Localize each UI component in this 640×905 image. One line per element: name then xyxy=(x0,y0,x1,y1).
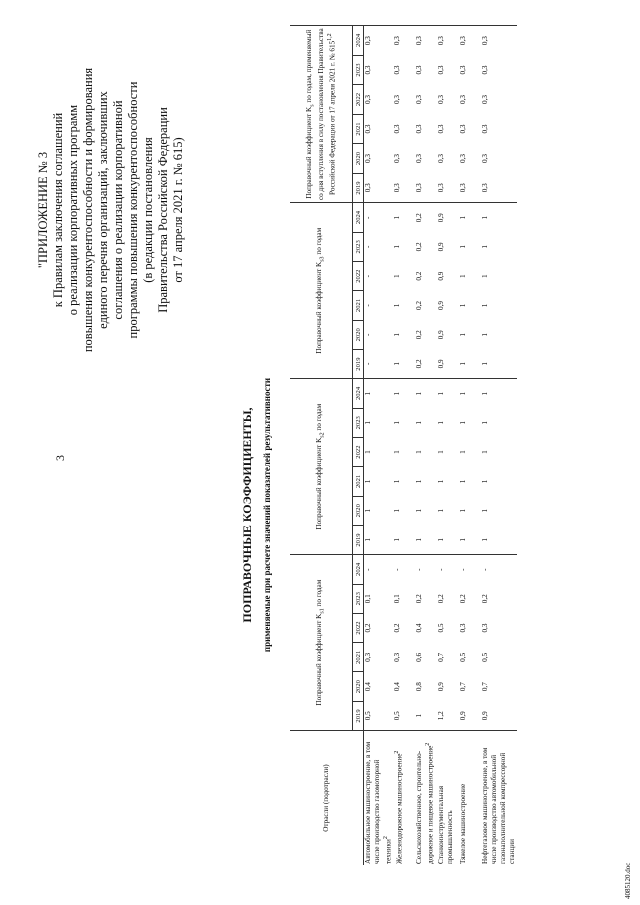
appendix-line: повышения конкурентоспособности и формирования xyxy=(81,67,95,353)
page-number: 3 xyxy=(53,455,67,461)
coefficient-cell: 0,6 xyxy=(415,652,424,662)
coefficient-cell: 1 xyxy=(364,508,372,513)
coefficient-cell: 0,3 xyxy=(364,65,372,75)
group-footnote-mark: 1,2 xyxy=(327,33,334,41)
appendix-line: от 17 апреля 2021 г. № 615) xyxy=(171,137,185,283)
coefficient-cell: 0,3 xyxy=(459,183,468,193)
coefficient-cell: 0,3 xyxy=(393,183,402,193)
coefficient-cell: 0,3 xyxy=(393,154,402,164)
coefficient-cell: 1 xyxy=(481,245,490,249)
appendix-header xyxy=(36,55,186,365)
coefficient-cell: 1 xyxy=(393,332,402,337)
coefficient-cell: 0,3 xyxy=(437,26,459,56)
coefficient-cell: 0,3 xyxy=(364,95,372,104)
appendix-line: Правительства Российской Федерации xyxy=(156,107,170,313)
coefficient-cell: 0,3 xyxy=(393,124,402,134)
document-id: 4085120.doc xyxy=(624,862,632,899)
coefficient-cell: 1 xyxy=(364,450,372,454)
coefficient-cell: 1 xyxy=(459,362,468,366)
coefficient-cell: 1 xyxy=(393,303,402,308)
year-header: 2024 xyxy=(353,379,364,408)
coefficient-cell: 0,5 xyxy=(393,711,402,721)
coefficient-cell: 0,3 xyxy=(393,95,402,104)
coefficient-cell: 0,3 xyxy=(437,65,446,75)
coefficient-cell: 0,9 xyxy=(437,271,446,281)
table-row xyxy=(415,26,437,866)
coefficient-cell: 0,2 xyxy=(415,203,437,232)
coefficient-cell: 0,8 xyxy=(415,682,424,692)
industry-name: Сельскохозяйственное, строительно-дорожное и пищевое машиностроение xyxy=(415,745,435,864)
coefficient-cell: 0,3 xyxy=(364,124,372,134)
appendix-line: к Правилам заключения соглашений xyxy=(51,112,65,308)
year-header: 2023 xyxy=(353,55,364,85)
coefficient-cell: 0,2 xyxy=(415,594,424,604)
coefficient-cell: 0,3 xyxy=(415,26,437,56)
coefficient-cell: - xyxy=(364,555,394,584)
coefficient-cell: 1 xyxy=(393,245,402,249)
coefficient-cell: - xyxy=(481,555,517,584)
group-label: Поправочный коэффициент K xyxy=(314,437,323,530)
coefficient-cell: 1 xyxy=(459,420,468,425)
coefficient-cell: 0,3 xyxy=(393,26,415,56)
coefficient-cell: 0,3 xyxy=(437,154,446,164)
coefficient-cell: - xyxy=(364,274,372,278)
year-header: 2021 xyxy=(353,467,364,496)
coefficient-cell: 0,3 xyxy=(415,183,424,193)
coefficient-cell: 1 xyxy=(459,450,468,454)
coefficient-cell: 0,5 xyxy=(481,652,490,662)
table-row xyxy=(364,26,394,866)
year-header: 2022 xyxy=(353,85,364,115)
coefficient-cell: 1 xyxy=(481,508,490,513)
coefficient-cell: 0,7 xyxy=(459,682,468,692)
table-row xyxy=(393,26,415,866)
coefficient-cell: 0,7 xyxy=(481,682,490,692)
coefficient-group-header xyxy=(290,203,353,379)
coefficient-cell: 0,2 xyxy=(415,271,424,281)
coefficient-cell: 0,3 xyxy=(393,65,402,75)
coefficient-cell: 1 xyxy=(437,479,446,484)
industry-footnote-mark: 2 xyxy=(394,750,401,754)
table-row xyxy=(437,26,459,866)
coefficient-cell: 1 xyxy=(393,537,402,542)
industry-name: Нефтегазовое машиностроение, в том числе производство автомобильной газонаполнительной компрессорной станции xyxy=(481,747,517,864)
coefficient-cell: 0,9 xyxy=(437,359,446,369)
coefficient-cell: 0,2 xyxy=(437,594,446,604)
coefficient-cell: 1 xyxy=(437,450,446,454)
coefficient-cell: 0,3 xyxy=(481,65,490,75)
coefficient-cell: 1 xyxy=(415,479,424,484)
industry-name-cell xyxy=(459,731,481,865)
coefficient-cell: 1 xyxy=(393,274,402,278)
industry-name-cell xyxy=(481,731,517,865)
table-header-row xyxy=(290,26,353,866)
coefficient-cell: 0,1 xyxy=(393,594,402,604)
appendix-line: единого перечня организаций, заключивших xyxy=(96,91,110,329)
coefficient-cell: 1 xyxy=(415,508,424,513)
industry-name: Станкоинструментальная промышленность xyxy=(437,785,455,864)
coefficient-cell: 1 xyxy=(415,379,437,408)
coefficients-table xyxy=(290,25,517,865)
coefficient-cell: 0,3 xyxy=(459,95,468,104)
year-header: 2020 xyxy=(353,496,364,525)
coefficient-cell: 0,4 xyxy=(364,682,372,692)
coefficient-cell: 0,3 xyxy=(437,95,446,104)
coefficient-cell: 0,9 xyxy=(437,300,446,310)
appendix-line: (в редакции постановления xyxy=(141,137,155,283)
coefficient-cell: 1 xyxy=(459,203,481,232)
industry-name-cell xyxy=(437,731,459,865)
appendix-line: программы повышения конкурентоспособности xyxy=(126,81,140,339)
year-header: 2020 xyxy=(353,320,364,349)
document-subtitle: применяемые при расчете значений показателей результативности xyxy=(262,377,272,653)
coefficient-cell: 0,3 xyxy=(364,154,372,164)
document-title: ПОПРАВОЧНЫЕ КОЭФФИЦИЕНТЫ, xyxy=(240,407,254,623)
coefficient-cell: 0,4 xyxy=(393,682,402,692)
coefficient-cell: 0,3 xyxy=(364,652,372,662)
coefficient-cell: 0,3 xyxy=(459,26,481,56)
coefficient-cell: 1 xyxy=(481,203,517,232)
coefficient-cell: 1 xyxy=(459,537,468,542)
coefficient-cell: 0,9 xyxy=(481,711,490,721)
coefficient-cell: 0,2 xyxy=(415,242,424,252)
coefficient-cell: 0,3 xyxy=(481,183,490,193)
coefficient-cell: 1 xyxy=(437,379,459,408)
coefficient-cell: 1 xyxy=(437,420,446,425)
coefficient-cell: 1 xyxy=(393,450,402,454)
coefficient-cell: 1 xyxy=(459,379,481,408)
industry-footnote-mark: 2 xyxy=(425,742,432,746)
year-header: 2022 xyxy=(353,262,364,291)
appendix-line: о реализации корпоративных программ xyxy=(66,104,80,316)
group-subscript: s2 xyxy=(319,432,326,438)
coefficient-cell: 1 xyxy=(393,508,402,513)
year-header: 2019 xyxy=(353,173,364,203)
coefficient-cell: 0,3 xyxy=(364,26,394,56)
coefficient-cell: 0,2 xyxy=(415,330,424,340)
coefficient-cell: - xyxy=(364,304,372,307)
year-header: 2019 xyxy=(353,349,364,378)
industry-name: Тяжелое машиностроение xyxy=(459,783,468,864)
group-subscript: s xyxy=(309,104,316,107)
coefficient-cell: 1 xyxy=(459,245,468,249)
industry-name-cell xyxy=(364,731,394,865)
year-header: 2021 xyxy=(353,291,364,320)
coefficient-cell: 0,9 xyxy=(437,242,446,252)
appendix-line: "ПРИЛОЖЕНИЕ № 3 xyxy=(36,151,50,269)
coefficient-cell: 1 xyxy=(481,479,490,484)
coefficient-cell: 1,2 xyxy=(437,711,446,721)
coefficient-cell: 0,3 xyxy=(415,95,424,104)
year-header: 2024 xyxy=(353,26,364,56)
coefficient-cell: 1 xyxy=(481,379,517,408)
coefficient-cell: 1 xyxy=(393,362,402,366)
coefficient-cell: 1 xyxy=(393,420,402,425)
year-header: 2021 xyxy=(353,114,364,144)
coefficient-cell: - xyxy=(437,555,459,584)
industry-name: Железнодорожное машиностроение xyxy=(395,753,404,864)
group-label: Поправочный коэффициент K xyxy=(304,106,313,199)
coefficient-cell: 0,3 xyxy=(459,623,468,633)
year-header: 2020 xyxy=(353,144,364,174)
group-tail: по годам xyxy=(314,227,323,257)
coefficient-cell: 0,3 xyxy=(459,65,468,75)
group-subscript: s1 xyxy=(319,608,326,614)
year-header: 2024 xyxy=(353,555,364,584)
coefficient-cell: 0,9 xyxy=(437,330,446,340)
coefficient-cell: 1 xyxy=(481,332,490,337)
coefficient-cell: 1 xyxy=(393,479,402,484)
coefficient-cell: 0,3 xyxy=(459,124,468,134)
coefficient-cell: 1 xyxy=(481,450,490,454)
coefficient-cell: 1 xyxy=(481,303,490,308)
coefficient-cell: 1 xyxy=(415,713,424,718)
table-row xyxy=(459,26,481,866)
coefficient-cell: 0,5 xyxy=(437,623,446,633)
year-header: 2020 xyxy=(353,672,364,701)
coefficient-cell: 0,2 xyxy=(415,359,424,369)
coefficient-cell: 0,4 xyxy=(415,623,424,633)
coefficient-group-header xyxy=(290,26,353,203)
coefficient-cell: 1 xyxy=(364,537,372,542)
coefficient-cell: 0,3 xyxy=(437,124,446,134)
group-tail: по годам, применяемый со дня вступления в силу постановления Правительства Российской Федерации от 17 апреля 2021 г. № 615 xyxy=(304,28,337,201)
coefficient-cell: 1 xyxy=(459,479,468,484)
coefficient-cell: - xyxy=(459,555,481,584)
year-header: 2023 xyxy=(353,232,364,261)
coefficient-cell: 1 xyxy=(415,420,424,425)
coefficient-cell: - xyxy=(364,203,394,232)
year-header: 2019 xyxy=(353,525,364,554)
year-header: 2022 xyxy=(353,613,364,642)
industry-name: Автомобильное машиностроение, в том числе производство газомоторной техники xyxy=(364,741,393,864)
coefficient-cell: 0,3 xyxy=(481,124,490,134)
coefficient-cell: 0,3 xyxy=(481,26,517,56)
coefficient-cell: 0,9 xyxy=(459,711,468,721)
coefficient-cell: 1 xyxy=(459,274,468,278)
group-label: Поправочный коэффициент K xyxy=(314,261,323,354)
table-body xyxy=(364,26,518,866)
coefficient-cell: 0,3 xyxy=(437,183,446,193)
coefficient-cell: 1 xyxy=(393,203,415,232)
group-subscript: s3 xyxy=(319,256,326,262)
year-header: 2021 xyxy=(353,643,364,672)
coefficient-cell: 0,9 xyxy=(437,203,459,232)
year-header: 2022 xyxy=(353,437,364,466)
coefficient-cell: 0,3 xyxy=(393,652,402,662)
coefficient-cell: 0,1 xyxy=(364,594,372,604)
year-header: 2024 xyxy=(353,203,364,232)
coefficient-cell: 0,9 xyxy=(437,682,446,692)
coefficient-cell: 1 xyxy=(364,379,394,408)
coefficient-cell: 0,7 xyxy=(437,652,446,662)
industry-name-cell xyxy=(415,731,437,865)
year-header: 2023 xyxy=(353,584,364,613)
coefficient-cell: - xyxy=(364,245,372,249)
coefficient-cell: 0,3 xyxy=(481,95,490,104)
industry-footnote-mark: 2 xyxy=(383,836,389,840)
coefficient-cell: 1 xyxy=(481,362,490,366)
coefficient-cell: 0,5 xyxy=(364,711,372,721)
coefficient-cell: 0,3 xyxy=(415,124,424,134)
coefficient-cell: 0,3 xyxy=(415,154,424,164)
coefficient-cell: 1 xyxy=(415,450,424,454)
coefficient-cell: 0,3 xyxy=(481,154,490,164)
coefficient-cell: 0,3 xyxy=(481,623,490,633)
coefficient-cell: 1 xyxy=(437,508,446,513)
coefficient-group-header xyxy=(290,379,353,555)
appendix-line: соглашения о реализации корпоративной xyxy=(111,100,125,320)
coefficient-cell: 1 xyxy=(459,332,468,337)
coefficient-cell: - xyxy=(415,555,437,584)
coefficient-cell: 1 xyxy=(364,479,372,484)
coefficient-group-header xyxy=(290,555,353,731)
coefficient-cell: 1 xyxy=(393,379,415,408)
coefficient-cell: 1 xyxy=(459,303,468,308)
group-tail: по годам xyxy=(314,579,323,609)
coefficient-cell: 1 xyxy=(481,537,490,542)
coefficient-cell: 1 xyxy=(481,420,490,425)
coefficient-cell: - xyxy=(364,333,372,336)
coefficient-cell: 1 xyxy=(437,537,446,542)
coefficient-cell: 0,2 xyxy=(415,300,424,310)
group-tail: по годам xyxy=(314,403,323,433)
group-label: Поправочный коэффициент K xyxy=(314,613,323,706)
coefficient-cell: - xyxy=(393,555,415,584)
coefficient-cell: 0,2 xyxy=(481,594,490,604)
year-header: 2019 xyxy=(353,701,364,730)
coefficient-cell: 0,3 xyxy=(459,154,468,164)
coefficient-cell: 1 xyxy=(364,420,372,425)
coefficient-cell: 0,5 xyxy=(459,652,468,662)
coefficient-cell: 1 xyxy=(415,537,424,542)
industry-name-cell xyxy=(393,731,415,865)
coefficient-cell: - xyxy=(364,362,372,366)
coefficient-cell: 0,3 xyxy=(415,65,424,75)
coefficient-cell: 0,3 xyxy=(364,183,372,193)
table-row xyxy=(481,26,517,866)
coefficient-cell: 1 xyxy=(481,274,490,278)
industry-column-header: Отрасли (подотрасли) xyxy=(290,731,364,865)
year-header: 2023 xyxy=(353,408,364,437)
coefficient-cell: 0,2 xyxy=(393,623,402,633)
coefficient-cell: 0,2 xyxy=(459,594,468,604)
coefficient-cell: 0,2 xyxy=(364,623,372,633)
coefficient-cell: 1 xyxy=(459,508,468,513)
